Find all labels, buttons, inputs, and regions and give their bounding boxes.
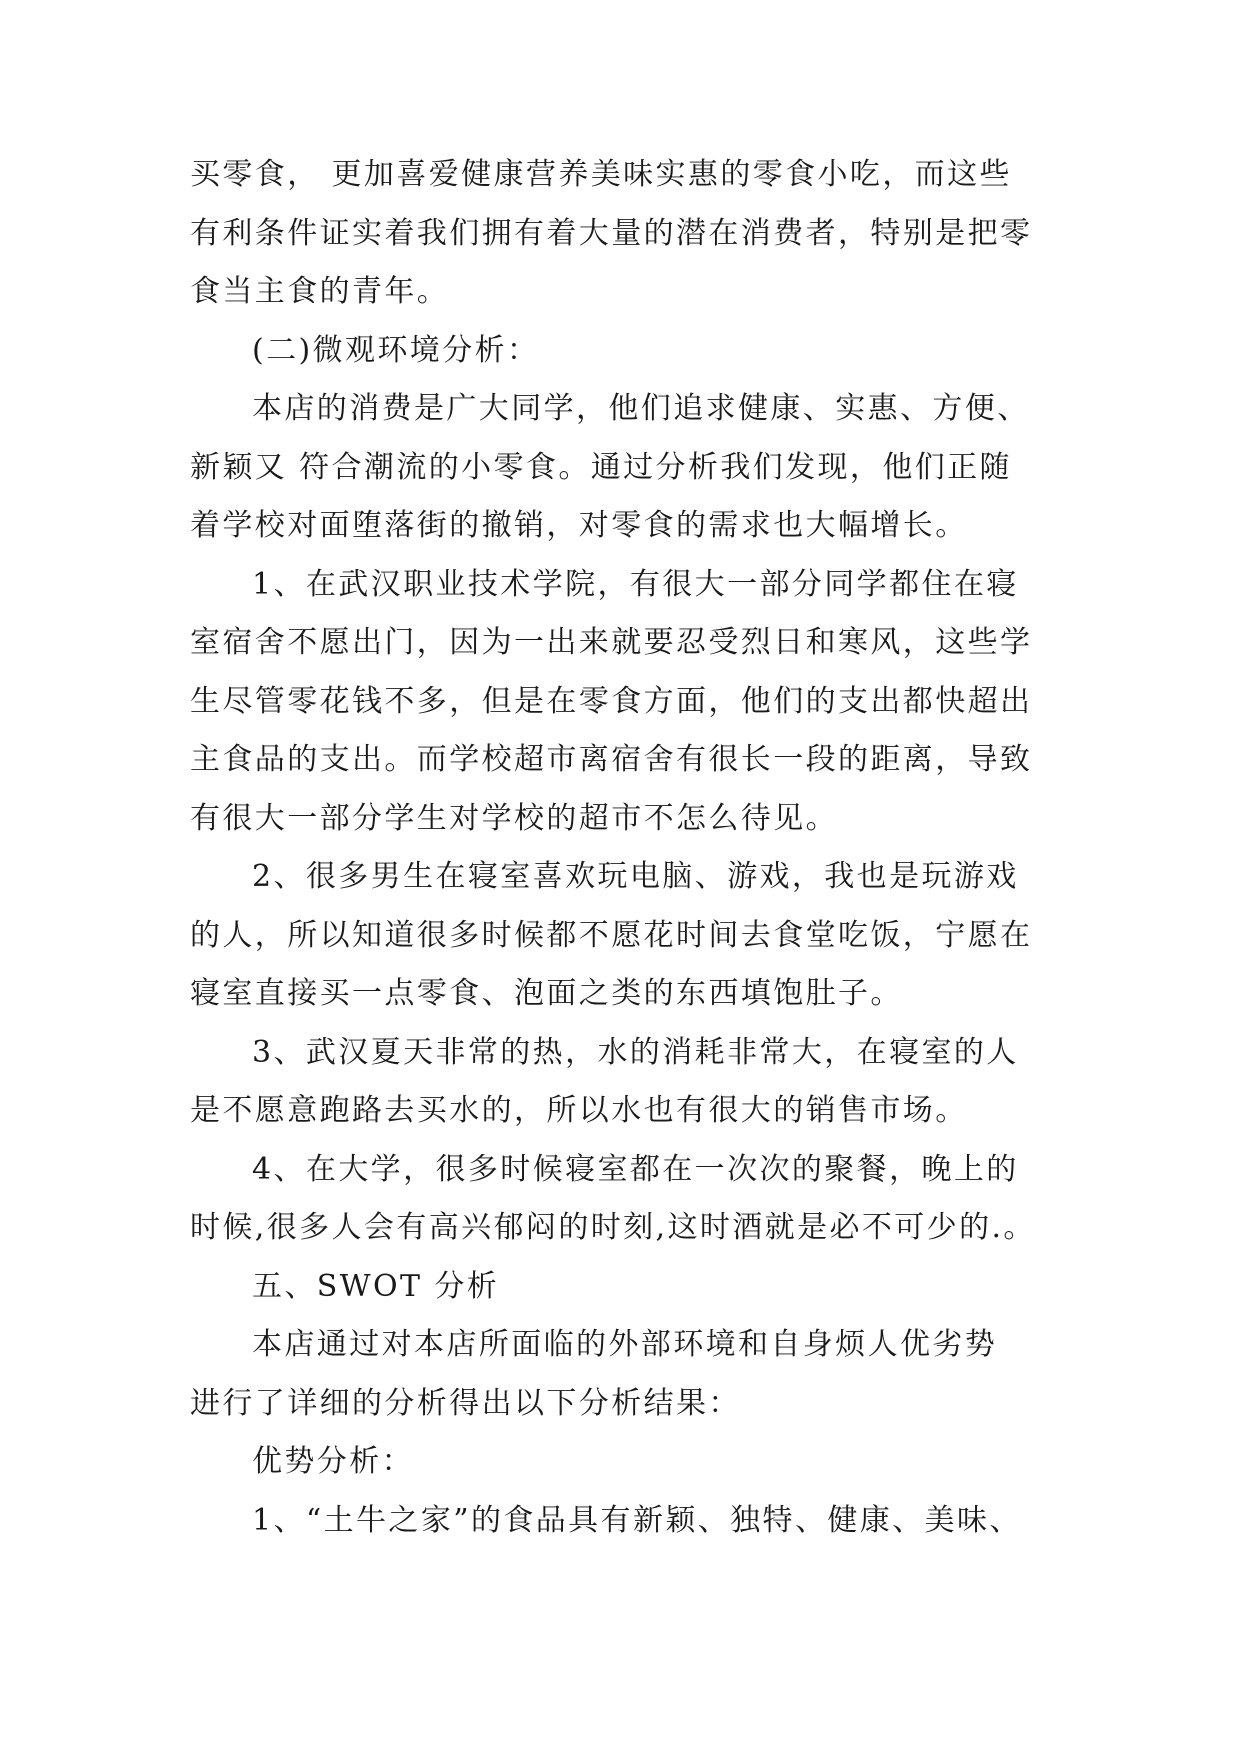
text-line: 本店的消费是广大同学，他们追求健康、实惠、方便、 — [252, 391, 1030, 426]
section-heading: 优势分析： — [252, 1444, 414, 1479]
text-line: 是不愿意跑路去买水的，所以水也有很大的销售市场。 — [190, 1093, 968, 1128]
text-line: 生尽管零花钱不多，但是在零食方面，他们的支出都快超出 — [190, 684, 1033, 719]
text-line: 2、很多男生在寝室喜欢玩电脑、游戏，我也是玩游戏 — [252, 859, 1019, 894]
text-line: 有很大一部分学生对学校的超市不怎么待见。 — [190, 801, 838, 836]
section-heading: (二)微观环境分析： — [252, 333, 540, 368]
text-line: 1、“土牛之家”的食品具有新颖、独特、健康、美味、 — [252, 1503, 1022, 1538]
text-line: 买零食， 更加喜爱健康营养美味实惠的零食小吃，而这些 — [190, 157, 1012, 192]
text-line: 的人，所以知道很多时候都不愿花时间去食堂吃饭，宁愿在 — [190, 918, 1033, 953]
text-line: 4、在大学，很多时候寝室都在一次次的聚餐，晚上的 — [252, 1152, 1019, 1187]
text-line: 寝室直接买一点零食、泡面之类的东西填饱肚子。 — [190, 976, 903, 1011]
text-line: 本店通过对本店所面临的外部环境和自身烦人优劣势 — [252, 1327, 998, 1362]
text-line: 着学校对面堕落街的撤销，对零食的需求也大幅增长。 — [190, 508, 968, 543]
section-heading: 五、SWOT 分析 — [252, 1269, 500, 1304]
text-line: 3、武汉夏天非常的热，水的消耗非常大，在寝室的人 — [252, 1035, 1019, 1070]
text-line: 1、在武汉职业技术学院，有很大一部分同学都住在寝 — [252, 567, 1019, 602]
text-line: 有利条件证实着我们拥有着大量的潜在消费者，特别是把零 — [190, 216, 1033, 251]
text-line: 进行了详细的分析得出以下分析结果： — [190, 1386, 741, 1421]
text-line: 室宿舍不愿出门，因为一出来就要忍受烈日和寒风，这些学 — [190, 625, 1033, 660]
text-line: 时候,很多人会有高兴郁闷的时刻,这时酒就是必不可少的.。 — [190, 1210, 1036, 1245]
text-line: 主食品的支出。而学校超市离宿舍有很长一段的距离，导致 — [190, 742, 1033, 777]
text-line: 新颖又 符合潮流的小零食。通过分析我们发现，他们正随 — [190, 450, 1012, 485]
text-line: 食当主食的青年。 — [190, 274, 450, 309]
